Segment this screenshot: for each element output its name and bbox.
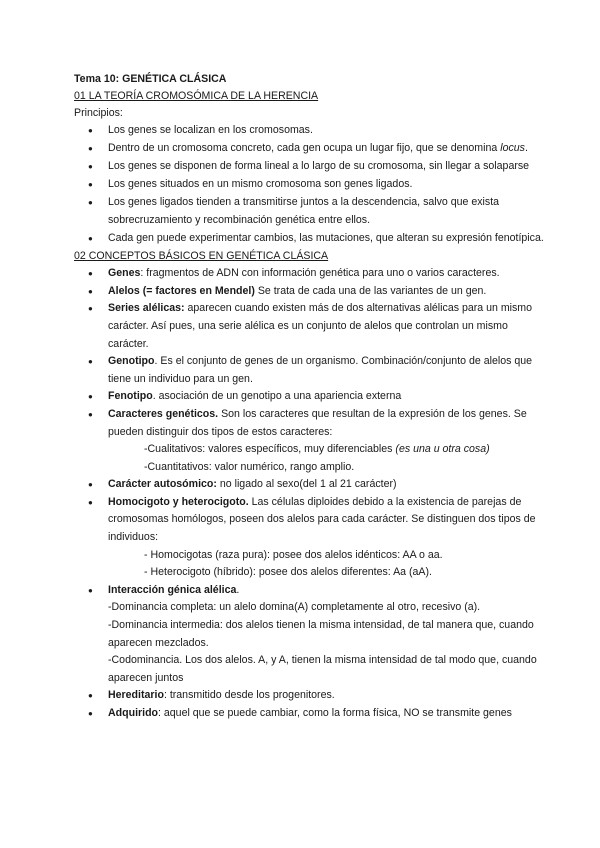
document-title: Tema 10: GENÉTICA CLÁSICA	[74, 73, 227, 85]
sub-homocigotas: - Homocigotas (raza pura): posee dos alelos idénticos: AA o aa.	[144, 548, 443, 561]
list-item-genotipo: ● Genotipo. Es el conjunto de genes de un organismo. Combinación/conjunto de alelos que tiene un individuo para un gen.	[74, 353, 544, 388]
list-item-series: ● Series alélicas: aparecen cuando existen más de dos alternativas alélicas para un mismo carácter. Así pues, una serie alélica es un conjunto de alelos que controlan un mismo carácter.	[74, 300, 544, 353]
sub-cuantitativos: -Cuantitativos: valor numérico, rango amplio.	[144, 460, 355, 473]
list-item: ● Los genes ligados tienden a transmitirse juntos a la descendencia, salvo que exista sobrecruzamiento y recombinación genética entre ellos.	[74, 194, 544, 229]
list-item-alelos: ● Alelos (= factores en Mendel) Se trata de cada una de las variantes de un gen.	[74, 283, 544, 301]
list-item-caracteres: ● Caracteres genéticos. Son los caracteres que resultan de la expresión de los genes. Se pueden distinguir dos tipos de estos caracteres: -Cualitativos: valores específicos, muy diferenciables (es una u otra cosa) -Cuantitativos: valor numérico, rango amplio.	[74, 406, 544, 476]
section1-heading: 01 LA TEORÍA CROMOSÓMICA DE LA HERENCIA	[74, 90, 319, 102]
dominancia-completa: -Dominancia completa: un alelo domina(A) completamente al otro, recesivo (a).	[108, 601, 481, 614]
list-item: ● Los genes situados en un mismo cromosoma son genes ligados.	[74, 176, 544, 194]
document-content	[74, 71, 544, 723]
sub-heterocigoto: - Heterocigoto (híbrido): posee dos alelos diferentes: Aa (aA).	[144, 566, 432, 579]
section1-intro: Principios:	[74, 107, 123, 119]
principles-list	[74, 122, 544, 248]
list-item-homocigoto: ● Homocigoto y heterocigoto. Las células diploides debido a la existencia de parejas de cromosomas homólogos, poseen dos alelos para cada carácter. Se distinguen dos tipos de individuos: - Homocigotas (raza pura): posee dos alelos idénticos: AA o aa. - Heterocigoto (híbrido): posee dos alelos diferentes: Aa (aA).	[74, 494, 544, 582]
list-item-autosomico: ● Carácter autosómico: no ligado al sexo(del 1 al 21 carácter)	[74, 476, 544, 494]
list-item-genes: ● Genes: fragmentos de ADN con información genética para uno o varios caracteres.	[74, 265, 544, 283]
list-item-interaccion: ● Interacción génica alélica. -Dominancia completa: un alelo domina(A) completamente al otro, recesivo (a). -Dominancia intermedia: dos alelos tienen la misma intensidad, de tal manera que, cuando aparecen mezclados. -Codominancia. Los dos alelos. A, y A, tienen la misma intensidad de tal modo que, cuando aparecen juntos	[74, 582, 544, 688]
list-item-hereditario: ● Hereditario: transmitido desde los progenitores.	[74, 687, 544, 705]
list-item: ● Dentro de un cromosoma concreto, cada gen ocupa un lugar fijo, que se denomina locus.	[74, 140, 544, 158]
sub-cualitativos: -Cualitativos: valores específicos, muy diferenciables (es una u otra cosa)	[144, 443, 490, 456]
list-item: ● Cada gen puede experimentar cambios, las mutaciones, que alteran su expresión fenotípica.	[74, 230, 544, 248]
locus-term: locus	[500, 142, 525, 155]
section2-heading: 02 CONCEPTOS BÁSICOS EN GENÉTICA CLÁSICA	[74, 250, 329, 263]
list-item-adquirido: ● Adquirido: aquel que se puede cambiar, como la forma física, NO se transmite genes	[74, 705, 544, 723]
concepts-list	[74, 265, 544, 722]
codominancia: -Codominancia. Los dos alelos. A, y A, tienen la misma intensidad de tal modo que, cuando aparecen juntos	[108, 654, 537, 684]
list-item: ● Los genes se disponen de forma lineal a lo largo de su cromosoma, sin llegar a solaparse	[74, 158, 544, 176]
list-item: ● Los genes se localizan en los cromosomas.	[74, 122, 544, 140]
dominancia-intermedia: -Dominancia intermedia: dos alelos tienen la misma intensidad, de tal manera que, cuando aparecen mezclados.	[108, 619, 534, 649]
list-item-fenotipo: ● Fenotipo. asociación de un genotipo a una apariencia externa	[74, 388, 544, 406]
